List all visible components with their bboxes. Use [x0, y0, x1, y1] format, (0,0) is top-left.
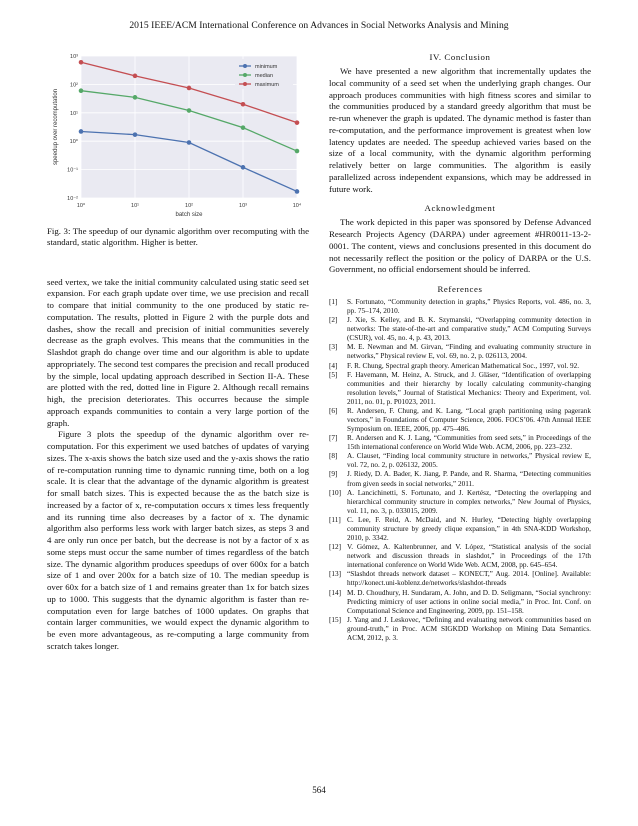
y-tick-label: 10⁻² [67, 196, 78, 202]
reference-text: F. R. Chung, Spectral graph theory. American Mathematical Soc., 1997, vol. 92. [347, 361, 580, 370]
reference-item [329, 543, 591, 570]
y-tick-label: 10² [70, 82, 78, 89]
y-tick-label: 10¹ [70, 110, 78, 117]
left-paragraph-1: seed vertex, we take the initial community calculated using static seed set expansion. For each graph update over time, we use precision and recall to compare that initial community to the one produced by static re-computation. The results, plotted in Figure 2 with the purple dots and dashes, show the recall and precision of initial communities severely decrease as the graph evolves. This means that the communities in the Slashdot graph do change over time and our algorithm is able to update appropriately. The second test compares the precision and recall produced by the simple, local updating approach described in Section II-A. These are plotted with the red, dotted line in Figure 2. Although recall remains high, the precision deteriorates. This occurres because the simple approach expands communities to contain a very large portion of the graph. [47, 276, 309, 428]
x-tick-label: 10⁴ [292, 203, 302, 209]
conclusion-heading: IV. Conclusion [429, 52, 491, 62]
y-tick-label: 10⁻¹ [67, 167, 78, 174]
legend-marker-median [243, 73, 247, 77]
y-tick-label: 10³ [70, 54, 78, 60]
reference-text: F. Havemann, M. Heinz, A. Struck, and J. Gläser, “Identification of overlapping communities and their hierarchy by locally calculating community-changing resolution levels,” Journal of Statistical Mechanics: Theory and Experiment, vol. 2011, no. 01, p. P01023, 2011. [347, 370, 591, 406]
data-point-median [187, 108, 192, 113]
reference-text: A. Clauset, “Finding local community structure in networks,” Physical review E, vol. 72, no. 2, p. 026132, 2005. [347, 452, 591, 470]
reference-text: M. E. Newman and M. Girvan, “Finding and evaluating community structure in networks,” Physical review E, vol. 69, no. 2, p. 026113, 2004. [347, 343, 591, 361]
data-point-maximum [187, 86, 192, 91]
reference-text: C. Lee, F. Reid, A. McDaid, and N. Hurley, “Detecting highly overlapping community structure by greedy clique expansion,” in 4th SNA-KDD Workshop, 2010, p. 3342. [347, 515, 591, 543]
x-tick-label: 10³ [239, 203, 247, 209]
reference-item [329, 362, 591, 371]
reference-number: [11] [329, 515, 341, 524]
data-point-median [133, 95, 138, 100]
reference-number: [12] [329, 543, 342, 552]
data-point-minimum [79, 129, 84, 134]
reference-number: [7] [329, 434, 338, 443]
data-point-maximum [133, 74, 138, 79]
reference-number: [2] [329, 316, 338, 325]
reference-item [329, 489, 591, 516]
references-list [329, 298, 591, 643]
reference-number: [1] [329, 298, 338, 306]
reference-item [329, 343, 591, 361]
reference-number: [15] [329, 615, 342, 624]
acknowledgment-heading: Acknowledgment [424, 203, 496, 214]
data-point-median [241, 125, 246, 130]
x-axis-label: batch size [175, 212, 203, 218]
conclusion-text: We have presented a new algorithm that incrementally updates the local community of a seed set when the underlying graph changes. Our approach produces communities with high fitness scores and similar to the communities produced by a standard greedy algorithm that must be re-run whenever the graph is updated. The dynamic method is faster than re-computation, and the performance improvement is greatest when low latency updates are needed. The speedup achieved varies based on the size of a local community, with the dynamic algorithm performing relatively better on large communities. The algorithm is easily parallelized across independent expansions, which may be addressed in future work. [329, 66, 591, 194]
legend-label-maximum: maximum [255, 82, 279, 88]
data-point-maximum [295, 120, 300, 125]
data-point-minimum [187, 140, 192, 145]
y-axis-label: speedup over recomputation [53, 88, 59, 166]
reference-item [329, 616, 591, 643]
references-heading: References [437, 284, 483, 294]
reference-text: J. Yang and J. Leskovec, “Defining and evaluating network communities based on ground-truth,” in Proc. ACM SIGKDD Workshop on Mining Data Semantics. ACM, 2012, p. 3. [347, 615, 591, 642]
figure-caption: Fig. 3: The speedup of our dynamic algorithm over recomputing with the standard, static algorithm. Higher is better. [47, 226, 309, 248]
data-point-median [295, 149, 300, 154]
reference-number: [6] [329, 406, 338, 415]
left-column [47, 48, 309, 653]
data-point-minimum [241, 165, 246, 170]
reference-item [329, 434, 591, 452]
page-header: 2015 IEEE/ACM International Conference on Advances in Social Networks Analysis and Mining [129, 20, 509, 31]
legend-marker-maximum [243, 82, 247, 86]
data-point-maximum [241, 102, 246, 107]
speedup-chart-svg [47, 48, 309, 220]
reference-number: [3] [329, 343, 338, 352]
speedup-chart [47, 48, 309, 220]
right-column [329, 52, 591, 643]
reference-text: A. Lancichinetti, S. Fortunato, and J. Kertész, “Detecting the overlapping and hierarchical community structure in complex networks,” New Journal of Physics, vol. 11, no. 3, p. 033015, 2009. [347, 488, 591, 515]
reference-text: J. Riedy, D. A. Bader, K. Jiang, P. Pande, and R. Sharma, “Detecting communities from given seeds in social networks,” 2011. [347, 470, 591, 488]
legend-label-median: median [255, 73, 274, 79]
reference-text: R. Andersen and K. J. Lang, “Communities from seed sets,” in Proceedings of the 15th international conference on World Wide Web. ACM, 2006, pp. 223–232. [347, 434, 591, 452]
reference-item [329, 570, 591, 588]
data-point-maximum [79, 60, 84, 65]
x-tick-label: 10⁰ [76, 203, 86, 209]
reference-text: “Slashdot threads network dataset – KONECT,” Aug. 2014. [Online]. Available: http://konect.uni-koblenz.de/networks/slashdot-threads [347, 570, 591, 588]
x-tick-label: 10² [185, 203, 193, 209]
x-tick-label: 10¹ [131, 203, 139, 209]
data-point-minimum [133, 132, 138, 137]
legend-label-minimum: minimum [255, 64, 278, 70]
reference-text: M. D. Choudhury, H. Sundaram, A. John, and D. D. Seligmann, “Social synchrony: Predicting mimicry of user actions in online social media,” in Proc. Int. Conf. on Computational Science and Engineering, 2009, pp. 151–158. [347, 588, 591, 615]
page-number: 564 [312, 785, 326, 795]
data-point-minimum [295, 189, 300, 194]
reference-number: [14] [329, 588, 342, 597]
reference-number: [10] [329, 488, 342, 497]
reference-text: J. Xie, S. Kelley, and B. K. Szymanski, “Overlapping community detection in networks: The state-of-the-art and comparative study,” ACM Computing Surveys (CSUR), vol. 45, no. 4, p. 43, 2013. [347, 316, 591, 343]
legend-marker-minimum [243, 64, 247, 68]
reference-number: [9] [329, 470, 338, 479]
reference-item [329, 407, 591, 434]
reference-number: [8] [329, 452, 338, 461]
reference-item [329, 589, 591, 616]
reference-number: [5] [329, 370, 338, 379]
reference-item [329, 470, 591, 488]
reference-text: V. Gómez, A. Kaltenbrunner, and V. López, “Statistical analysis of the social network and discussion threads in slashdot,” in Proceedings of the 17th international conference on World Wide Web. ACM, 2008, pp. 645–654. [347, 543, 591, 570]
data-point-median [79, 88, 84, 93]
reference-item [329, 316, 591, 343]
y-tick-label: 10⁰ [69, 139, 78, 146]
acknowledgment-text: The work depicted in this paper was sponsored by Defense Advanced Research Projects Agency (DARPA) under agreement #HR0011-13-2-0001. The content, views and conclusions presented in this document do not necessarily reflect the position or the policy of DARPA or the U.S. Government, no official endorsement should be inferred. [329, 217, 591, 275]
reference-text: R. Andersen, F. Chung, and K. Lang, “Local graph partitioning using pagerank vectors,” in Foundations of Computer Science, 2006. FOCS’06. 47th Annual IEEE Symposium on. IEEE, 2006, pp. 475–486. [347, 406, 591, 434]
reference-item [329, 298, 591, 316]
reference-text: S. Fortunato, “Community detection in graphs,” Physics Reports, vol. 486, no. 3, pp. 75–174, 2010. [347, 298, 591, 316]
reference-item [329, 371, 591, 407]
reference-number: [4] [329, 361, 338, 370]
reference-item [329, 452, 591, 470]
reference-number: [13] [329, 570, 342, 579]
reference-item [329, 516, 591, 543]
left-paragraph-2: Figure 3 plots the speedup of the dynamic algorithm over re-computation. For this experiment we used batches of updates of varying sizes. The x-axis shows the batch size used and the y-axis shows the ratio of re-computation running time to dynamic running time, both on a log scale. It is clear that the advantage of the dynamic algorithm is greatest for small batch sizes. This is expected because the as the batch size is increased by a factor of x, re-computation occurs x times less frequently and its running time also decreases by a factor of x. The dynamic algorithm also performs less work with larger batch sizes, as steps 3 and 4 are only run once per batch, but the decrease is not by a factor of x as some steps must occur the same number of times regardless of the batch size. The dynamic algorithm produces speedups of over 600x for a batch size of 1 and over 200x for a batch size of 10. The median speedup is over 60x for a batch size of 1 and remains greater than 1x for batch sizes up to 1000. This suggests that the dynamic algorithm is faster than re-computation even for large batches of 1000 updates. On graphs that contain larger communities, we would expect the dynamic algorithm to be even more advantageous, as re-computing a large community from scratch takes longer. [47, 429, 309, 651]
